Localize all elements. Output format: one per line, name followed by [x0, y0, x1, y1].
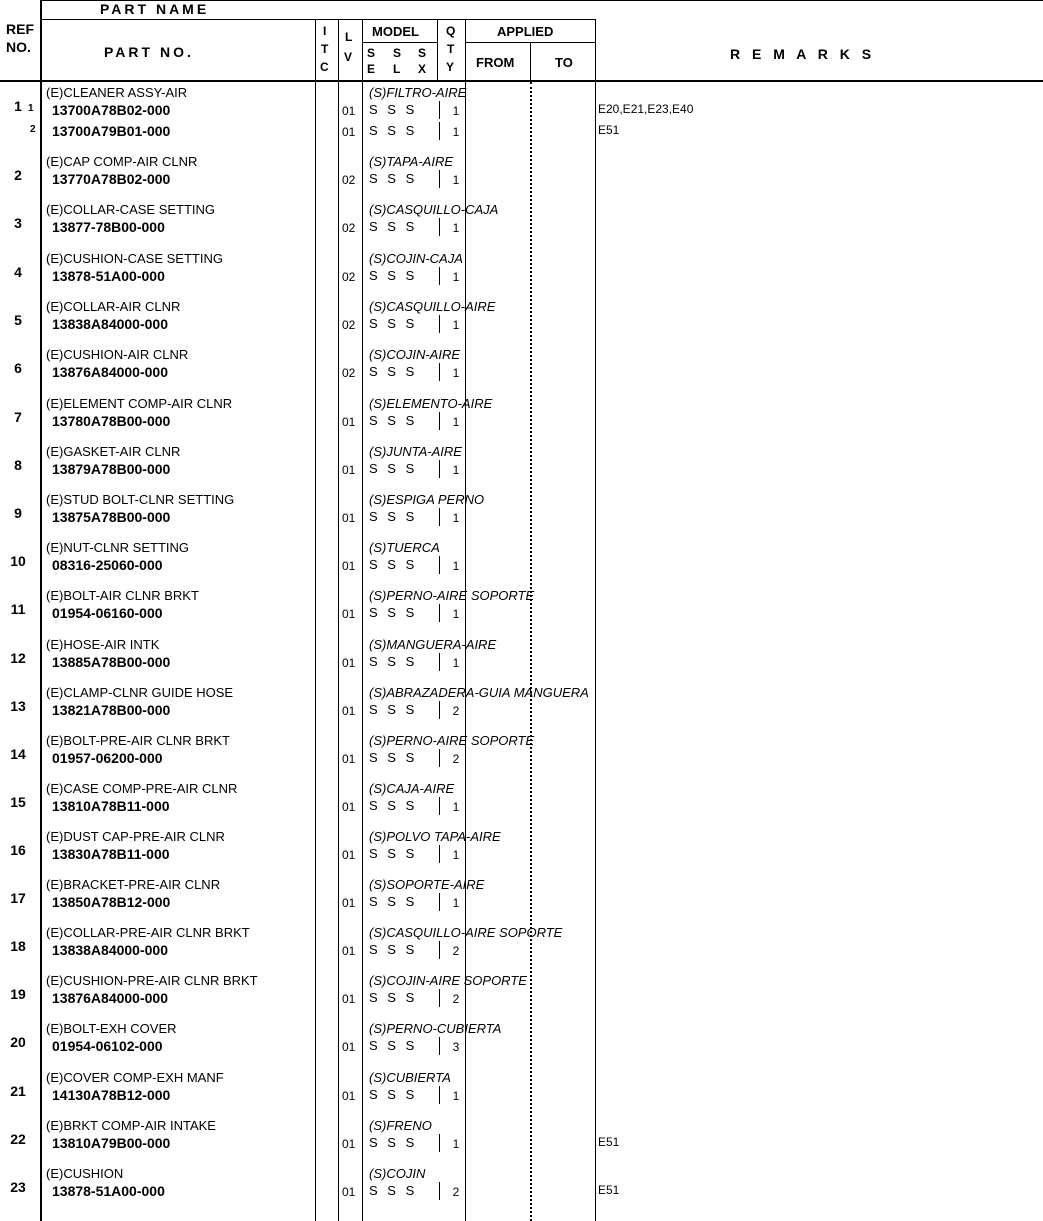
- level: 01: [342, 463, 356, 477]
- part-name: (E)CUSHION-PRE-AIR CLNR BRKT: [46, 973, 258, 988]
- model-applicability: S S S: [369, 1087, 415, 1102]
- part-number: 13700A79B01-000: [52, 123, 171, 139]
- ref-no: 17: [10, 890, 26, 906]
- quantity: 1: [452, 896, 460, 910]
- model-applicability: S S S: [369, 894, 415, 909]
- level: 01: [342, 1185, 356, 1199]
- header-model-se-e: E: [367, 62, 376, 76]
- model-applicability: S S S: [369, 654, 415, 669]
- part-number: 13810A79B00-000: [52, 1135, 171, 1151]
- level: 01: [342, 656, 356, 670]
- quantity: 2: [452, 992, 460, 1006]
- part-name: (E)HOSE-AIR INTK: [46, 637, 160, 652]
- lv-column-rule: [338, 19, 339, 80]
- header-model-sl-l: L: [393, 62, 401, 76]
- header-remarks: R E M A R K S: [730, 46, 876, 62]
- model-applicability: S S S: [369, 702, 415, 717]
- quantity: 1: [452, 221, 460, 235]
- part-number: 01957-06200-000: [52, 750, 163, 766]
- spanish-name: (S)CASQUILLO-AIRE SOPORTE: [369, 925, 563, 940]
- part-number: 13875A78B00-000: [52, 509, 171, 525]
- level: 01: [342, 125, 356, 139]
- level: 01: [342, 1137, 356, 1151]
- quantity: 1: [452, 800, 460, 814]
- level: 01: [342, 992, 356, 1006]
- part-name: (E)BRKT COMP-AIR INTAKE: [46, 1118, 216, 1133]
- header-to: TO: [555, 55, 573, 70]
- part-number: 13876A84000-000: [52, 990, 168, 1006]
- part-number: 01954-06102-000: [52, 1038, 163, 1054]
- qty-divider: [439, 170, 440, 188]
- level: 01: [342, 704, 356, 718]
- qty-divider: [439, 363, 440, 381]
- ref-no: 15: [10, 794, 26, 810]
- ref-no: 4: [14, 264, 22, 280]
- header-bottom-rule: [0, 80, 1043, 82]
- model-applicability: S S S: [369, 990, 415, 1005]
- part-number: 14130A78B12-000: [52, 1087, 171, 1103]
- spanish-name: (S)FILTRO-AIRE: [369, 85, 467, 100]
- header-part-name: PART NAME: [100, 1, 210, 17]
- part-name: (E)CLAMP-CLNR GUIDE HOSE: [46, 685, 234, 700]
- part-name: (E)CAP COMP-AIR CLNR: [46, 154, 198, 169]
- part-name: (E)COLLAR-CASE SETTING: [46, 202, 216, 217]
- level: 01: [342, 559, 356, 573]
- sub-no: 2: [30, 124, 36, 135]
- qty-divider: [439, 1182, 440, 1200]
- qty-divider: [439, 508, 440, 526]
- level: 01: [342, 752, 356, 766]
- level: 02: [342, 318, 356, 332]
- qty-divider: [439, 845, 440, 863]
- part-name: (E)CUSHION-AIR CLNR: [46, 347, 189, 362]
- part-name: (E)BOLT-PRE-AIR CLNR BRKT: [46, 733, 230, 748]
- spanish-name: (S)COJIN: [369, 1166, 426, 1181]
- model-applicability: S S S: [369, 413, 415, 428]
- qty-divider: [439, 1134, 440, 1152]
- qty-column-rule: [437, 19, 438, 80]
- part-number: 13850A78B12-000: [52, 894, 171, 910]
- ref-no: 1: [14, 98, 22, 114]
- part-number: 13885A78B00-000: [52, 654, 171, 670]
- quantity: 1: [452, 607, 460, 621]
- header-model-sx-x: X: [418, 62, 427, 76]
- level: 01: [342, 944, 356, 958]
- quantity: 1: [452, 656, 460, 670]
- quantity: 1: [452, 104, 460, 118]
- part-name: (E)COLLAR-PRE-AIR CLNR BRKT: [46, 925, 250, 940]
- part-name: (E)STUD BOLT-CLNR SETTING: [46, 492, 235, 507]
- remarks-body-rule: [595, 82, 596, 1221]
- ref-no: 23: [10, 1179, 26, 1195]
- ref-no: 13: [10, 698, 26, 714]
- quantity: 1: [452, 559, 460, 573]
- quantity: 1: [452, 366, 460, 380]
- qty-divider: [439, 653, 440, 671]
- spanish-name: (S)PERNO-CUBIERTA: [369, 1021, 502, 1036]
- qty-divider: [439, 1086, 440, 1104]
- level: 01: [342, 511, 356, 525]
- part-name: (E)BOLT-AIR CLNR BRKT: [46, 588, 199, 603]
- ref-no: 11: [10, 601, 26, 617]
- ref-column-rule: [40, 0, 42, 1221]
- ref-no: 6: [14, 360, 22, 376]
- model-applicability: S S S: [369, 316, 415, 331]
- part-number: 08316-25060-000: [52, 557, 163, 573]
- part-number: 13838A84000-000: [52, 316, 168, 332]
- itc-body-rule: [315, 82, 316, 1221]
- spanish-name: (S)PERNO-AIRE SOPORTE: [369, 733, 535, 748]
- lv-body-rule: [338, 82, 339, 1221]
- quantity: 2: [452, 704, 460, 718]
- quantity: 2: [452, 944, 460, 958]
- model-applicability: S S S: [369, 123, 415, 138]
- part-number: 13879A78B00-000: [52, 461, 171, 477]
- header-applied: APPLIED: [497, 24, 554, 39]
- header-model-sx-s: S: [418, 46, 427, 60]
- qty-divider: [439, 701, 440, 719]
- part-name: (E)CUSHION-CASE SETTING: [46, 251, 223, 266]
- qty-divider: [439, 989, 440, 1007]
- qty-divider: [439, 604, 440, 622]
- level: 01: [342, 848, 356, 862]
- ref-no: 8: [14, 457, 22, 473]
- spanish-name: (S)COJIN-CAJA: [369, 251, 463, 266]
- part-name: (E)BOLT-EXH COVER: [46, 1021, 177, 1036]
- header-model-se-s: S: [367, 46, 376, 60]
- qty-divider: [439, 315, 440, 333]
- qty-divider: [439, 122, 440, 140]
- spanish-name: (S)PERNO-AIRE SOPORTE: [369, 588, 535, 603]
- qty-divider: [439, 893, 440, 911]
- model-applicability: S S S: [369, 1038, 415, 1053]
- ref-no: 14: [10, 746, 26, 762]
- quantity: 1: [452, 415, 460, 429]
- quantity: 1: [452, 848, 460, 862]
- quantity: 3: [452, 1040, 460, 1054]
- model-body-rule: [362, 82, 363, 1221]
- level: 01: [342, 104, 356, 118]
- model-applicability: S S S: [369, 942, 415, 957]
- level: 02: [342, 270, 356, 284]
- model-applicability: S S S: [369, 798, 415, 813]
- ref-no: 19: [10, 986, 26, 1002]
- spanish-name: (S)CASQUILLO-AIRE: [369, 299, 496, 314]
- quantity: 1: [452, 173, 460, 187]
- part-name: (E)DUST CAP-PRE-AIR CLNR: [46, 829, 225, 844]
- ref-no: 10: [10, 553, 26, 569]
- ref-no: 5: [14, 312, 22, 328]
- qty-divider: [439, 797, 440, 815]
- spanish-name: (S)CUBIERTA: [369, 1070, 451, 1085]
- level: 01: [342, 607, 356, 621]
- header-lv-l: L: [345, 30, 353, 44]
- level: 02: [342, 366, 356, 380]
- spanish-name: (S)JUNTA-AIRE: [369, 444, 462, 459]
- spanish-name: (S)CASQUILLO-CAJA: [369, 202, 499, 217]
- quantity: 1: [452, 463, 460, 477]
- qty-divider: [439, 556, 440, 574]
- quantity: 2: [452, 752, 460, 766]
- remarks: E20,E21,E23,E40: [598, 102, 694, 116]
- level: 01: [342, 1040, 356, 1054]
- quantity: 1: [452, 270, 460, 284]
- quantity: 1: [452, 1137, 460, 1151]
- part-number: 13838A84000-000: [52, 942, 168, 958]
- spanish-name: (S)COJIN-AIRE SOPORTE: [369, 973, 527, 988]
- header-ref: REF: [6, 21, 34, 37]
- model-applicability: S S S: [369, 846, 415, 861]
- spanish-name: (S)ESPIGA PERNO: [369, 492, 485, 507]
- remarks: E51: [598, 1183, 620, 1197]
- spanish-name: (S)ABRAZADERA-GUIA MANGUERA: [369, 685, 589, 700]
- header-model: MODEL: [372, 24, 419, 39]
- applied-column-rule: [465, 19, 466, 80]
- header-itc-t: T: [321, 42, 329, 56]
- model-column-rule: [362, 19, 363, 80]
- part-number: 13830A78B11-000: [52, 846, 170, 862]
- quantity: 1: [452, 511, 460, 525]
- qty-divider: [439, 749, 440, 767]
- quantity: 1: [452, 318, 460, 332]
- model-rule: [362, 42, 437, 43]
- ref-no: 9: [14, 505, 22, 521]
- level: 02: [342, 221, 356, 235]
- ref-no: 2: [14, 167, 22, 183]
- part-number: 13810A78B11-000: [52, 798, 170, 814]
- itc-column-rule: [315, 19, 316, 80]
- ref-no: 7: [14, 409, 22, 425]
- part-name: (E)CLEANER ASSY-AIR: [46, 85, 188, 100]
- from-to-dotted-rule: [530, 82, 532, 1221]
- model-applicability: S S S: [369, 750, 415, 765]
- header-no: NO.: [6, 39, 31, 55]
- spanish-name: (S)CAJA-AIRE: [369, 781, 455, 796]
- ref-no: 16: [10, 842, 26, 858]
- sub-no: 1: [28, 103, 34, 114]
- part-name: (E)GASKET-AIR CLNR: [46, 444, 181, 459]
- qty-divider: [439, 412, 440, 430]
- qty-divider: [439, 460, 440, 478]
- quantity: 1: [452, 125, 460, 139]
- level: 02: [342, 173, 356, 187]
- quantity: 2: [452, 1185, 460, 1199]
- part-number: 13700A78B02-000: [52, 102, 171, 118]
- remarks-column-rule: [595, 19, 596, 80]
- part-name: (E)CUSHION: [46, 1166, 124, 1181]
- part-number: 13878-51A00-000: [52, 1183, 165, 1199]
- header-model-sl-s: S: [393, 46, 402, 60]
- header-qty-q: Q: [446, 24, 456, 38]
- ref-no: 21: [10, 1083, 26, 1099]
- spanish-name: (S)ELEMENTO-AIRE: [369, 396, 493, 411]
- header-itc-i: I: [323, 24, 327, 38]
- part-name: (E)NUT-CLNR SETTING: [46, 540, 189, 555]
- spanish-name: (S)POLVO TAPA-AIRE: [369, 829, 501, 844]
- remarks: E51: [598, 123, 620, 137]
- qty-divider: [439, 267, 440, 285]
- part-name: (E)COVER COMP-EXH MANF: [46, 1070, 224, 1085]
- model-applicability: S S S: [369, 219, 415, 234]
- part-name: (E)CASE COMP-PRE-AIR CLNR: [46, 781, 238, 796]
- spanish-name: (S)SOPORTE-AIRE: [369, 877, 485, 892]
- model-applicability: S S S: [369, 605, 415, 620]
- from-to-rule: [530, 42, 531, 80]
- qty-divider: [439, 941, 440, 959]
- header-part-name-rule: [40, 19, 595, 20]
- ref-no: 18: [10, 938, 26, 954]
- model-applicability: S S S: [369, 268, 415, 283]
- model-applicability: S S S: [369, 102, 415, 117]
- model-applicability: S S S: [369, 557, 415, 572]
- model-applicability: S S S: [369, 509, 415, 524]
- header-qty-t: T: [447, 42, 455, 56]
- qty-divider: [439, 218, 440, 236]
- part-number: 13780A78B00-000: [52, 413, 171, 429]
- header-itc-c: C: [320, 60, 329, 74]
- part-number: 13876A84000-000: [52, 364, 168, 380]
- level: 01: [342, 415, 356, 429]
- level: 01: [342, 896, 356, 910]
- header-lv-v: V: [344, 50, 353, 64]
- header-part-no: PART NO.: [104, 44, 194, 60]
- spanish-name: (S)TUERCA: [369, 540, 440, 555]
- model-applicability: S S S: [369, 364, 415, 379]
- part-number: 13821A78B00-000: [52, 702, 171, 718]
- part-name: (E)ELEMENT COMP-AIR CLNR: [46, 396, 233, 411]
- spanish-name: (S)FRENO: [369, 1118, 432, 1133]
- model-applicability: S S S: [369, 1135, 415, 1150]
- ref-no: 3: [14, 215, 22, 231]
- part-number: 13770A78B02-000: [52, 171, 171, 187]
- level: 01: [342, 800, 356, 814]
- level: 01: [342, 1089, 356, 1103]
- spanish-name: (S)TAPA-AIRE: [369, 154, 454, 169]
- header-qty-y: Y: [446, 60, 455, 74]
- model-applicability: S S S: [369, 1183, 415, 1198]
- qty-divider: [439, 101, 440, 119]
- quantity: 1: [452, 1089, 460, 1103]
- model-applicability: S S S: [369, 171, 415, 186]
- qty-divider: [439, 1037, 440, 1055]
- ref-no: 20: [10, 1034, 26, 1050]
- part-name: (E)COLLAR-AIR CLNR: [46, 299, 181, 314]
- model-applicability: S S S: [369, 461, 415, 476]
- ref-no: 22: [10, 1131, 26, 1147]
- remarks: E51: [598, 1135, 620, 1149]
- ref-no: 12: [10, 650, 26, 666]
- spanish-name: (S)MANGUERA-AIRE: [369, 637, 497, 652]
- part-number: 01954-06160-000: [52, 605, 163, 621]
- part-number: 13877-78B00-000: [52, 219, 165, 235]
- header-from: FROM: [476, 55, 515, 70]
- part-name: (E)BRACKET-PRE-AIR CLNR: [46, 877, 221, 892]
- spanish-name: (S)COJIN-AIRE: [369, 347, 460, 362]
- part-number: 13878-51A00-000: [52, 268, 165, 284]
